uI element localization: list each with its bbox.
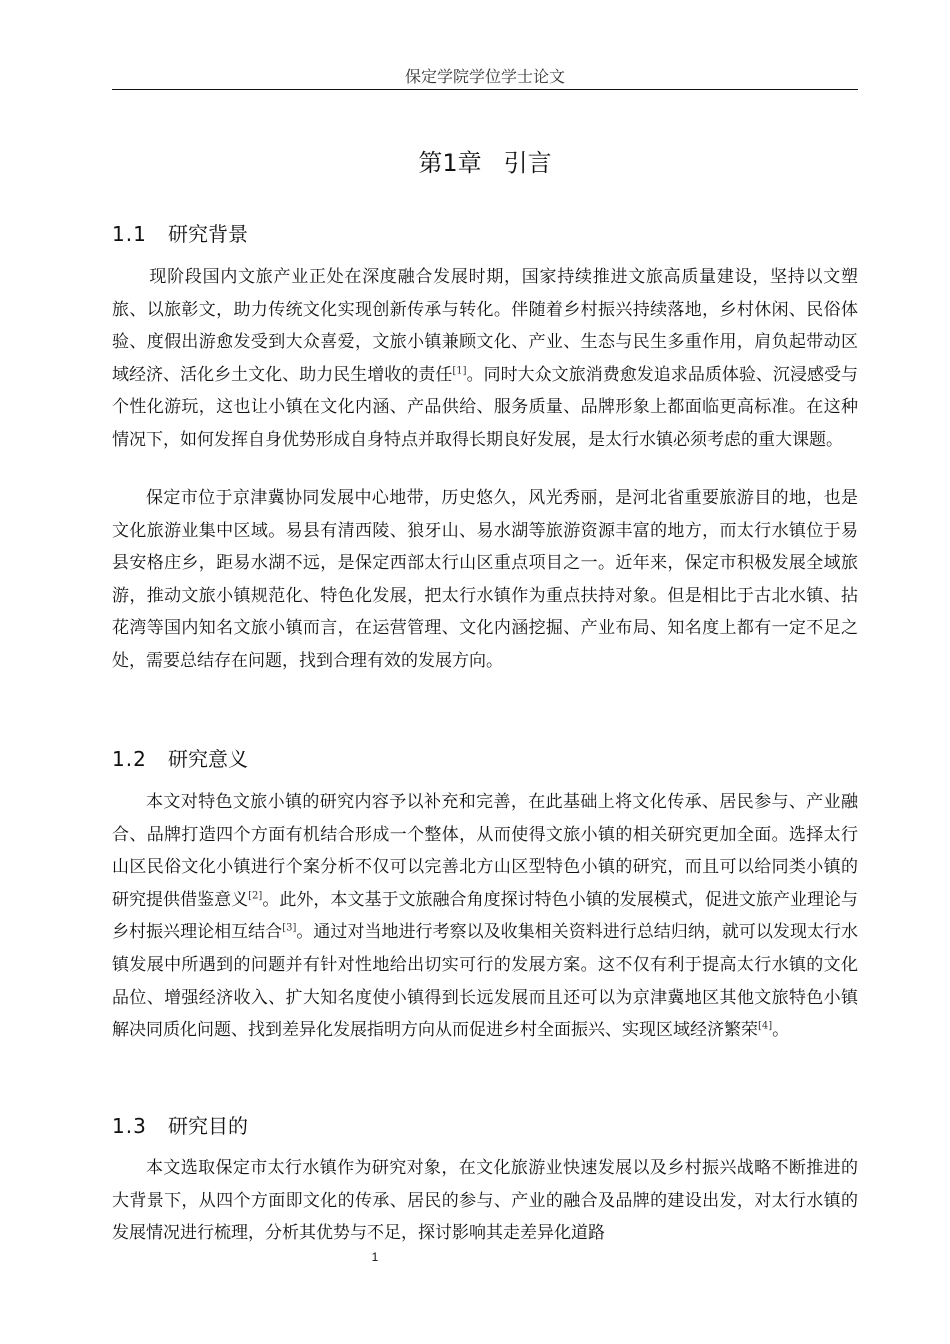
citation: [2] bbox=[248, 890, 263, 902]
paragraph-purpose bbox=[112, 1152, 858, 1250]
chapter-title bbox=[112, 145, 858, 181]
paragraph-text: 现阶段国内文旅产业正处在深度融合发展时期，国家持续推进文旅高质量建设，坚持以文塑旅、以旅彰文，助力传统文化实现创新传承与转化。伴随着乡村振兴持续落地，乡村休闲、民俗体验、度假出游愈发受到大众喜爱，文旅小镇兼顾文化、产业、生态与民生多重作用，肩负起带动区域经济、活化乡土文化、助力民生增收的责任 bbox=[112, 267, 858, 385]
citation: [4] bbox=[758, 1020, 773, 1032]
section-title: 研究目的 bbox=[168, 1114, 248, 1138]
paragraph-text: 。此外，本文基于文旅融合角度探讨特色小镇的发展模式，促进文旅产业理论与乡村振兴理论相互结合 bbox=[112, 889, 859, 943]
paragraph-background-1 bbox=[112, 261, 858, 457]
chapter-number: 第1章 bbox=[418, 149, 482, 177]
running-header: 保定学院学位学士论文 bbox=[404, 67, 565, 86]
paragraph-text: 。同时大众文旅消费愈发追求品质体验、沉浸感受与个性化游玩，这也让小镇在文化内涵、产品供给、服务质量、品牌形象上都面临更高标准。在这种情况下，如何发挥自身优势形成自身特点并取得长期良好发展，是太行水镇必须考虑的重大课题。 bbox=[112, 364, 859, 450]
citation: [3] bbox=[282, 922, 297, 934]
paragraph-text: 。 bbox=[772, 1020, 790, 1041]
paragraph-text: 。通过对当地进行考察以及收集相关资料进行总结归纳，就可以发现太行水镇发展中所遇到的问题并有针对性地给出切实可行的发展方案。这不仅有利于提高太行水镇的文化品位、增强经济收入、扩大知名度使小镇得到长远发展而且还可以为京津冀地区其他文旅特色小镇解决同质化问题、找到差异化发展指明方向从而促进乡村全面振兴、实现区域经济繁荣 bbox=[112, 922, 859, 1041]
section-heading-1-1 bbox=[112, 219, 858, 249]
section-number: 1.1 bbox=[112, 222, 147, 246]
section-number: 1.2 bbox=[112, 747, 147, 771]
paragraph-background-2 bbox=[112, 482, 858, 678]
paragraph-significance bbox=[112, 786, 858, 1047]
section-heading-1-2 bbox=[112, 744, 858, 774]
header-rule bbox=[112, 89, 858, 90]
section-title: 研究意义 bbox=[168, 747, 248, 771]
section-number: 1.3 bbox=[112, 1114, 147, 1138]
citation: [1] bbox=[452, 365, 467, 377]
paragraph-text: 本文选取保定市太行水镇作为研究对象，在文化旅游业快速发展以及乡村振兴战略不断推进的大背景下，从四个方面即文化的传承、居民的参与、产业的融合及品牌的建设出发，对太行水镇的发展情况进行梳理，分析其优势与不足，探讨影响其走差异化道路 bbox=[112, 1158, 858, 1244]
chapter-name: 引言 bbox=[503, 149, 552, 177]
page-number: 1 bbox=[371, 1250, 379, 1264]
paragraph-text: 本文对特色文旅小镇的研究内容予以补充和完善，在此基础上将文化传承、居民参与、产业融合、品牌打造四个方面有机结合形成一个整体，从而使得文旅小镇的相关研究更加全面。选择太行山区民俗文化小镇进行个案分析不仅可以完善北方山区型特色小镇的研究，而且可以给同类小镇的研究提供借鉴意义 bbox=[112, 792, 858, 910]
paragraph-text: 保定市位于京津冀协同发展中心地带，历史悠久，风光秀丽，是河北省重要旅游目的地，也是文化旅游业集中区域。易县有清西陵、狼牙山、易水湖等旅游资源丰富的地方，而太行水镇位于易县安格庄乡，距易水湖不远，是保定西部太行山区重点项目之一。近年来，保定市积极发展全域旅游，推动文旅小镇规范化、特色化发展，把太行水镇作为重点扶持对象。但是相比于古北水镇、拈花湾等国内知名文旅小镇而言，在运营管理、文化内涵挖掘、产业布局、知名度上都有一定不足之处，需要总结存在问题，找到合理有效的发展方向。 bbox=[112, 488, 858, 671]
section-heading-1-3 bbox=[112, 1111, 858, 1141]
section-title: 研究背景 bbox=[168, 222, 248, 246]
